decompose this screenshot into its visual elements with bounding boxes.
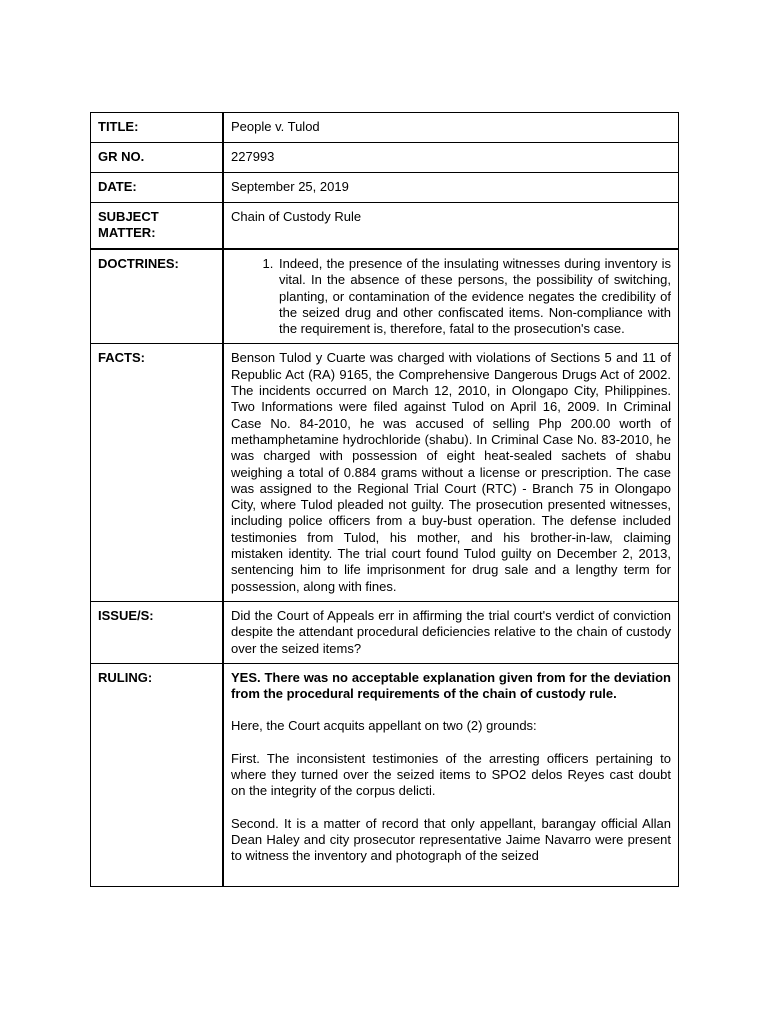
doctrines-label: DOCTRINES: xyxy=(91,249,224,344)
date-value: September 25, 2019 xyxy=(223,173,679,203)
ruling-paragraph: Here, the Court acquits appellant on two (2) grounds: xyxy=(231,718,537,734)
issues-value: Did the Court of Appeals err in affirming the trial court's verdict of conviction despite the attendant procedural deficiencies relative to the chain of custody over the seized items? xyxy=(223,601,679,663)
doctrines-list xyxy=(231,256,671,337)
case-digest-table xyxy=(90,112,679,887)
title-row xyxy=(91,113,679,143)
facts-label: FACTS: xyxy=(91,344,224,601)
ruling-paragraph: Second. It is a matter of record that only appellant, barangay official Allan Dean Haley and city prosecutor representative Jaime Navarro were present to witness the inventory and photograph of the seized xyxy=(231,815,671,864)
doctrines-row xyxy=(91,249,679,344)
subject-matter-value: Chain of Custody Rule xyxy=(223,203,679,250)
ruling-value xyxy=(223,663,679,886)
gr-no-value: 227993 xyxy=(223,143,679,173)
ruling-row xyxy=(91,663,679,886)
title-label: TITLE: xyxy=(91,113,224,143)
issues-label: ISSUE/S: xyxy=(91,601,224,663)
issues-row xyxy=(91,601,679,663)
doctrines-value xyxy=(223,249,679,344)
gr-no-label: GR NO. xyxy=(91,143,224,173)
ruling-label: RULING: xyxy=(91,663,224,886)
date-row xyxy=(91,173,679,203)
title-value: People v. Tulod xyxy=(223,113,679,143)
facts-value: Benson Tulod y Cuarte was charged with violations of Sections 5 and 11 of Republic Act (RA) 9165, the Comprehensive Dangerous Drugs Act of 2002. The incidents occurred on March 12, 2010, in Olongapo City, Philippines. Two Informations were filed against Tulod on April 16, 2009. In Criminal Case No. 84-2010, he was accused of selling Php 200.00 worth of methamphetamine hydrochloride (shabu). In Criminal Case No. 83-2010, he was charged with possession of eight heat-sealed sachets of shabu weighing a total of 0.884 grams without a license or prescription. The case was assigned to the Regional Trial Court (RTC) - Branch 75 in Olongapo City, where Tulod pleaded not guilty. The prosecution presented witnesses, including police officers from a buy-bust operation. The defense included testimonies from Tulod, his mother, and his brother-in-law, claiming mistaken identity. The trial court found Tulod guilty on December 2, 2013, sentencing him to life imprisonment for drug sale and a lengthy term for possession, along with fines. xyxy=(223,344,679,601)
subject-matter-label: SUBJECT MATTER: xyxy=(91,203,224,250)
date-label: DATE: xyxy=(91,173,224,203)
gr-no-row xyxy=(91,143,679,173)
subject-matter-row xyxy=(91,203,679,250)
ruling-paragraph: First. The inconsistent testimonies of the arresting officers pertaining to where they turned over the seized items to SPO2 delos Reyes cast doubt on the integrity of the corpus delicti. xyxy=(231,750,671,799)
facts-row xyxy=(91,344,679,601)
ruling-headline: YES. There was no acceptable explanation given from for the deviation from the procedural requirements of the chain of custody rule. xyxy=(231,669,671,702)
doctrine-item: 1. Indeed, the presence of the insulating witnesses during inventory is vital. In the absence of these persons, the possibility of switching, planting, or contamination of the evidence negates the credibility of the seized drug and other confiscated items. Non-compliance with the requirement is, therefore, fatal to the prosecution's case. xyxy=(277,256,671,337)
